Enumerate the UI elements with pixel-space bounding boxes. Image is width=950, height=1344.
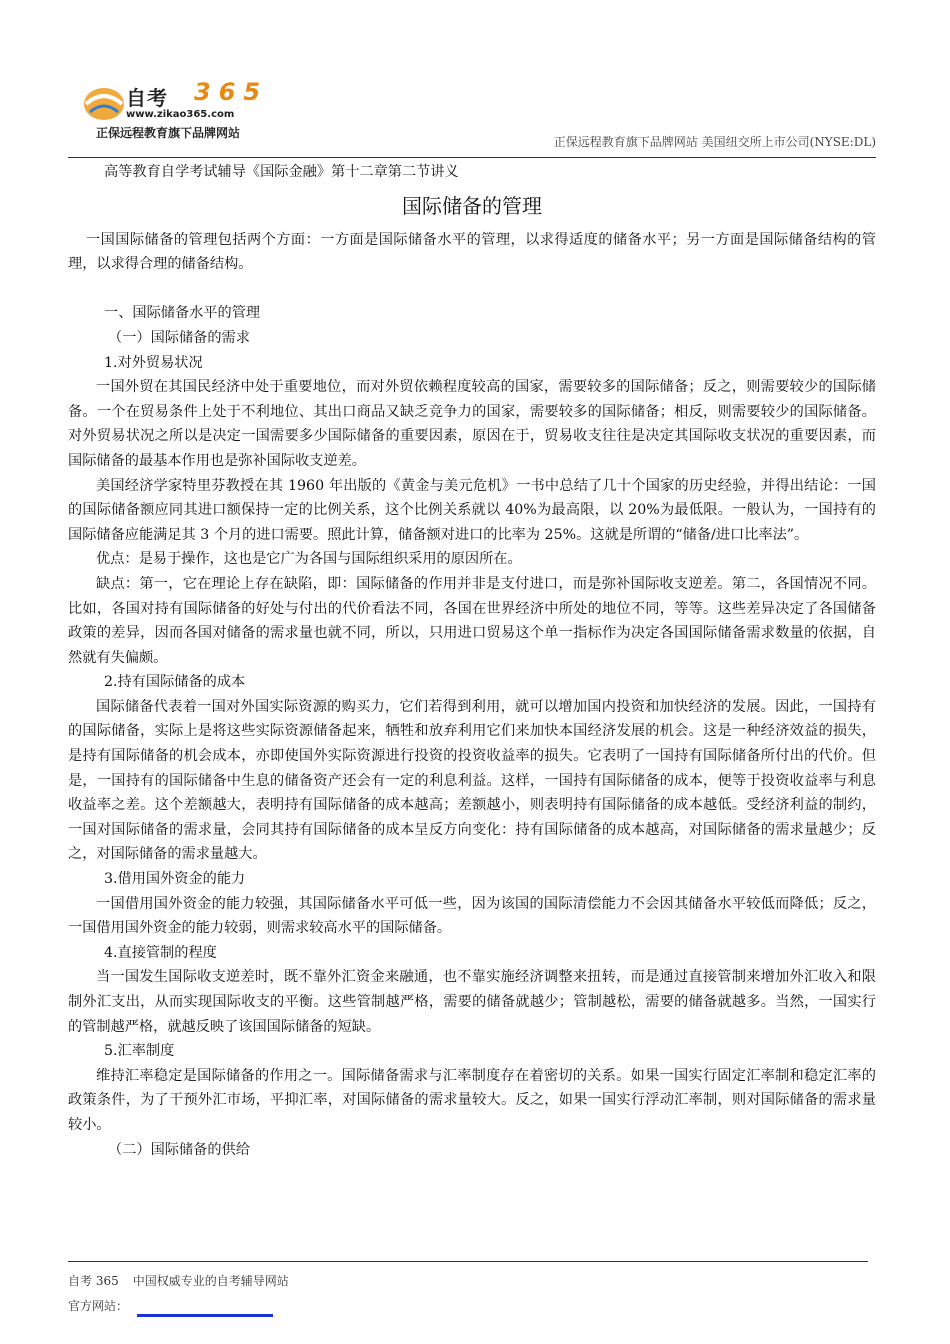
- subsection-heading-supply: （二）国际储备的供给: [108, 1141, 250, 1158]
- logo-tagline: 正保远程教育旗下品牌网站: [96, 126, 241, 140]
- logo-url: www.zikao365.com: [126, 109, 235, 120]
- item-heading-trade: 1.对外贸易状况: [104, 354, 203, 371]
- page-header: [68, 78, 876, 158]
- logo-name: 自考: [126, 86, 168, 110]
- header-divider: [68, 157, 876, 158]
- subsection-heading-demand: （一）国际储备的需求: [108, 329, 250, 346]
- document-body: [68, 160, 876, 1162]
- intro-paragraph: 一国国际储备的管理包括两个方面：一方面是国际储备水平的管理，以求得适度的储备水平；另一方面是国际储备结构的管理，以求得合理的储备结构。: [68, 231, 876, 273]
- paragraph-trade-1: 一国外贸在其国民经济中处于重要地位，而对外贸依赖程度较高的国家，需要较多的国际储备；反之，则需要较少的国际储备。一个在贸易条件上处于不利地位、其出口商品又缺乏竞争力的国家，需要较多的国际储备；相反，则需要较少的国际储备。对外贸易状况之所以是决定一国需要多少国际储备的重要因素，原因在于，贸易收支往往是决定其国际收支状况的重要因素，而国际储备的最基本作用也是弥补国际收支逆差。: [68, 379, 876, 469]
- footer-site-label: 官方网站：: [68, 1299, 129, 1313]
- official-site-link[interactable]: [137, 1314, 273, 1317]
- paragraph-borrowing: 一国借用国外资金的能力较强，其国际储备水平可低一些，因为该国的国际清偿能力不会因其储备水平较低而降低；反之，一国借用国外资金的能力较弱，则需求较高水平的国际储备。: [68, 895, 876, 937]
- paragraph-disadvantages: 缺点：第一，它在理论上存在缺陷，即：国际储备的作用并非是支付进口，而是弥补国际收支逆差。第二，各国情况不同。比如，各国对持有国际储备的好处与付出的代价看法不同，各国在世界经济中所处的地位不同，等等。这些差异决定了各国储备政策的差异，因而各国对储备的需求量也就不同，所以，只用进口贸易这个单一指标作为决定各国国际储备需求数量的依据，自然就有失偏颇。: [68, 575, 876, 666]
- document-subtitle: 高等教育自学考试辅导《国际金融》第十二章第二节讲义: [104, 164, 459, 180]
- item-heading-borrowing: 3.借用国外资金的能力: [104, 871, 246, 888]
- footer-brand-line: [68, 1272, 289, 1289]
- paragraph-advantages: 优点：是易于操作，这也是它广为各国与国际组织采用的原因所在。: [96, 551, 522, 568]
- item-heading-controls: 4.直接管制的程度: [104, 944, 217, 961]
- paragraph-controls: 当一国发生国际收支逆差时，既不靠外汇资金来融通，也不靠实施经济调整来扭转，而是通过直接管制来增加外汇收入和限制外汇支出，从而实现国际收支的平衡。这些管制越严格，需要的储备就越少；管制越松，需要的储备就越多。当然，一国实行的管制越严格，就越反映了该国国际储备的短缺。: [68, 969, 876, 1035]
- section-heading-1: 一、国际储备水平的管理: [104, 305, 261, 322]
- logo-number: 365: [194, 78, 269, 106]
- spacer: [68, 277, 876, 302]
- paragraph-exchange-rate: 维持汇率稳定是国际储备的作用之一。国际储备需求与汇率制度存在着密切的关系。如果一国实行固定汇率制和稳定汇率的政策条件，为了干预外汇市场，平抑汇率，对国际储备的需求量较大。反之，如果一国实行浮动汇率制，则对国际储备的需求量较小。: [68, 1067, 876, 1133]
- header-company-info: 正保远程教育旗下品牌网站 美国纽交所上市公司(NYSE:DL): [553, 135, 876, 149]
- paragraph-trade-2: 美国经济学家特里芬教授在其 1960 年出版的《黄金与美元危机》一书中总结了几十个国家的历史经验，并得出结论：一国的国际储备额应同其进口额保持一定的比例关系，这个比例关系就以 40%为最高限，以 20%为最低限。一般认为，一国持有的国际储备应能满足其 3 个月的进口需要。照此计算，储备额对进口的比率为 25%。这就是所谓的“储备/进口比率法”。: [68, 477, 876, 543]
- item-heading-exchange-rate: 5.汇率制度: [104, 1043, 175, 1060]
- footer-slogan: 中国权威专业的自考辅导网站: [132, 1274, 289, 1288]
- item-heading-cost: 2.持有国际储备的成本: [104, 674, 246, 691]
- footer-divider: [68, 1261, 868, 1262]
- logo-wave-icon: [82, 82, 126, 122]
- paragraph-cost: 国际储备代表着一国对外国实际资源的购买力，它们若得到利用，就可以增加国内投资和加快经济的发展。因此，一国持有的国际储备，实际上是将这些实际资源储备起来，牺牲和放弃利用它们来加快本国经济发展的机会。这是一种经济效益的损失，是持有国际储备的机会成本，亦即使国外实际资源进行投资的投资收益率的损失。它表明了一国持有国际储备所付出的代价。但是，一国持有的国际储备中生息的储备资产还会有一定的利息利益。这样，一国持有国际储备的成本，便等于投资收益率与利息收益率之差。这个差额越大，表明持有国际储备的成本越高；差额越小，则表明持有国际储备的成本越低。受经济利益的制约，一国对国际储备的需求量，会同其持有国际储备的成本呈反方向变化：持有国际储备的成本越高，对国际储备的需求量越少；反之，对国际储备的需求量越大。: [68, 698, 876, 863]
- zikao365-logo[interactable]: [82, 78, 282, 142]
- footer-brand: 自考 365: [68, 1274, 119, 1288]
- document-title: 国际储备的管理: [402, 193, 542, 218]
